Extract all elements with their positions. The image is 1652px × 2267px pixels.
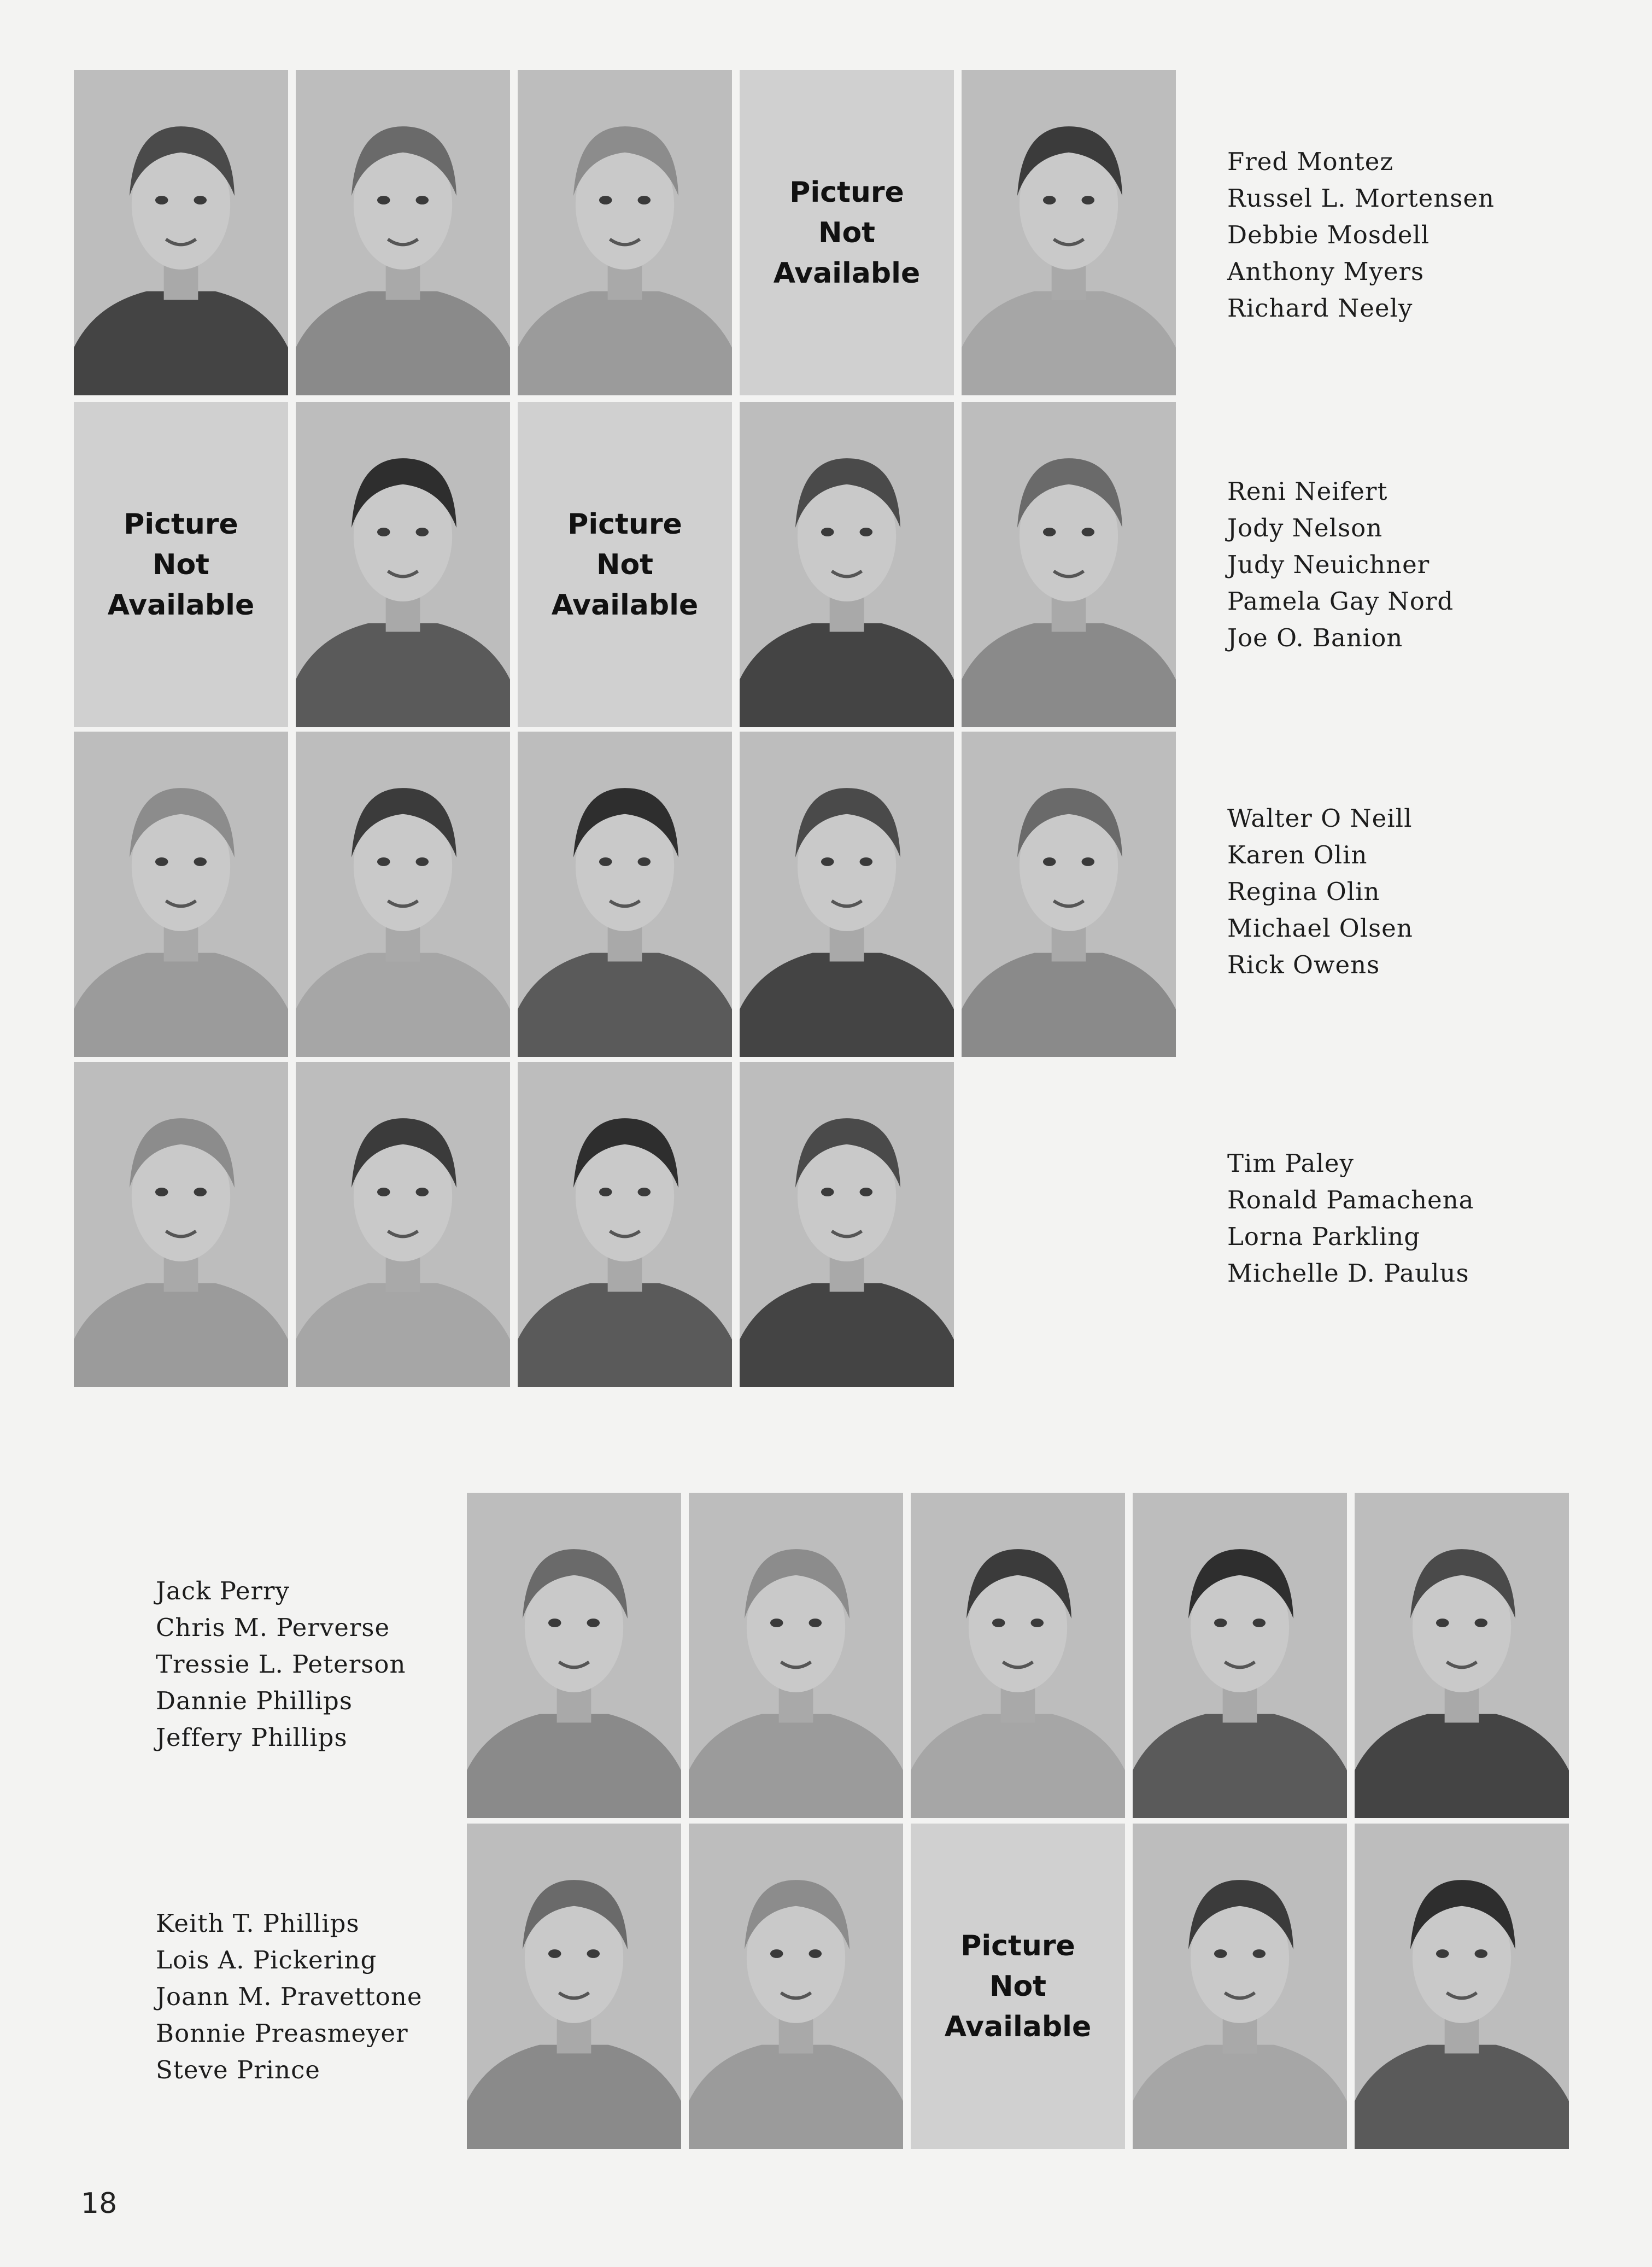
student-name: Michelle D. Paulus bbox=[1227, 1259, 1469, 1288]
name-list bbox=[1227, 473, 1454, 656]
student-name: Lorna Parkling bbox=[1227, 1222, 1421, 1251]
portrait-image bbox=[740, 1062, 954, 1387]
student-name: Richard Neely bbox=[1227, 294, 1413, 323]
portrait-image bbox=[518, 732, 732, 1057]
portrait-image bbox=[74, 70, 288, 395]
portrait-image bbox=[296, 70, 510, 395]
student-name: Steve Prince bbox=[156, 2055, 320, 2084]
name-list bbox=[1227, 1145, 1474, 1292]
student-portrait bbox=[467, 1824, 681, 2149]
student-portrait bbox=[689, 1824, 903, 2149]
portrait-image bbox=[962, 402, 1176, 727]
student-name: Debbie Mosdell bbox=[1227, 220, 1430, 249]
student-portrait bbox=[740, 732, 954, 1057]
name-list bbox=[1227, 143, 1495, 326]
picture-not-available-label: Picture Not Available bbox=[773, 176, 921, 290]
student-name: Fred Montez bbox=[1227, 147, 1394, 176]
student-portrait bbox=[1355, 1493, 1569, 1818]
picture-not-available bbox=[911, 1824, 1125, 2149]
student-name: Rick Owens bbox=[1227, 950, 1380, 979]
student-portrait bbox=[518, 732, 732, 1057]
name-list bbox=[1227, 800, 1413, 983]
student-portrait bbox=[962, 70, 1176, 395]
student-name: Tim Paley bbox=[1227, 1149, 1354, 1178]
student-name: Joe O. Banion bbox=[1227, 623, 1403, 652]
student-name: Bonnie Preasmeyer bbox=[156, 2019, 408, 2048]
portrait-image bbox=[296, 732, 510, 1057]
student-portrait bbox=[740, 1062, 954, 1387]
portrait-image bbox=[962, 732, 1176, 1057]
student-name: Jody Nelson bbox=[1227, 513, 1383, 542]
picture-not-available bbox=[518, 402, 732, 727]
portrait-image bbox=[1133, 1824, 1347, 2149]
name-list bbox=[156, 1573, 406, 1756]
portrait-image bbox=[296, 402, 510, 727]
student-portrait bbox=[1133, 1493, 1347, 1818]
student-portrait bbox=[74, 732, 288, 1057]
student-name: Reni Neifert bbox=[1227, 477, 1388, 506]
student-name: Jack Perry bbox=[156, 1576, 290, 1605]
portrait-image bbox=[74, 732, 288, 1057]
picture-not-available bbox=[740, 70, 954, 395]
portrait-image bbox=[1355, 1824, 1569, 2149]
student-name: Tressie L. Peterson bbox=[156, 1650, 406, 1679]
student-portrait bbox=[740, 402, 954, 727]
portrait-image bbox=[518, 70, 732, 395]
portrait-image bbox=[467, 1493, 681, 1818]
student-name: Jeffery Phillips bbox=[156, 1723, 348, 1752]
student-portrait bbox=[689, 1493, 903, 1818]
student-portrait bbox=[1133, 1824, 1347, 2149]
student-name: Michael Olsen bbox=[1227, 914, 1413, 943]
picture-not-available-label: Picture Not Available bbox=[944, 1929, 1092, 2043]
student-portrait bbox=[962, 732, 1176, 1057]
student-name: Regina Olin bbox=[1227, 877, 1380, 906]
student-portrait bbox=[962, 402, 1176, 727]
student-portrait bbox=[74, 70, 288, 395]
portrait-image bbox=[911, 1493, 1125, 1818]
student-name: Russel L. Mortensen bbox=[1227, 184, 1495, 213]
student-portrait bbox=[1355, 1824, 1569, 2149]
portrait-image bbox=[740, 732, 954, 1057]
student-portrait bbox=[296, 1062, 510, 1387]
portrait-image bbox=[74, 1062, 288, 1387]
portrait-image bbox=[1133, 1493, 1347, 1818]
portrait-image bbox=[467, 1824, 681, 2149]
student-name: Anthony Myers bbox=[1227, 257, 1425, 286]
student-portrait bbox=[296, 732, 510, 1057]
student-portrait bbox=[467, 1493, 681, 1818]
student-name: Ronald Pamachena bbox=[1227, 1185, 1474, 1214]
student-name: Walter O Neill bbox=[1227, 804, 1413, 833]
student-name: Keith T. Phillips bbox=[156, 1909, 360, 1938]
portrait-image bbox=[962, 70, 1176, 395]
picture-not-available-label: Picture Not Available bbox=[551, 507, 699, 622]
student-portrait bbox=[911, 1493, 1125, 1818]
portrait-image bbox=[1355, 1493, 1569, 1818]
student-portrait bbox=[74, 1062, 288, 1387]
page-number: 18 bbox=[81, 2187, 118, 2220]
portrait-image bbox=[689, 1493, 903, 1818]
portrait-image bbox=[296, 1062, 510, 1387]
student-name: Lois A. Pickering bbox=[156, 1945, 377, 1974]
portrait-image bbox=[518, 1062, 732, 1387]
student-name: Chris M. Perverse bbox=[156, 1613, 390, 1642]
student-portrait bbox=[296, 402, 510, 727]
student-portrait bbox=[518, 1062, 732, 1387]
student-name: Joann M. Pravettone bbox=[156, 1982, 423, 2011]
student-portrait bbox=[296, 70, 510, 395]
portrait-image bbox=[740, 402, 954, 727]
name-list bbox=[156, 1905, 422, 2088]
student-name: Judy Neuichner bbox=[1227, 550, 1430, 579]
portrait-image bbox=[689, 1824, 903, 2149]
student-portrait bbox=[518, 70, 732, 395]
student-name: Karen Olin bbox=[1227, 840, 1368, 869]
picture-not-available-label: Picture Not Available bbox=[107, 507, 255, 622]
student-name: Pamela Gay Nord bbox=[1227, 587, 1454, 616]
student-name: Dannie Phillips bbox=[156, 1686, 353, 1715]
picture-not-available bbox=[74, 402, 288, 727]
